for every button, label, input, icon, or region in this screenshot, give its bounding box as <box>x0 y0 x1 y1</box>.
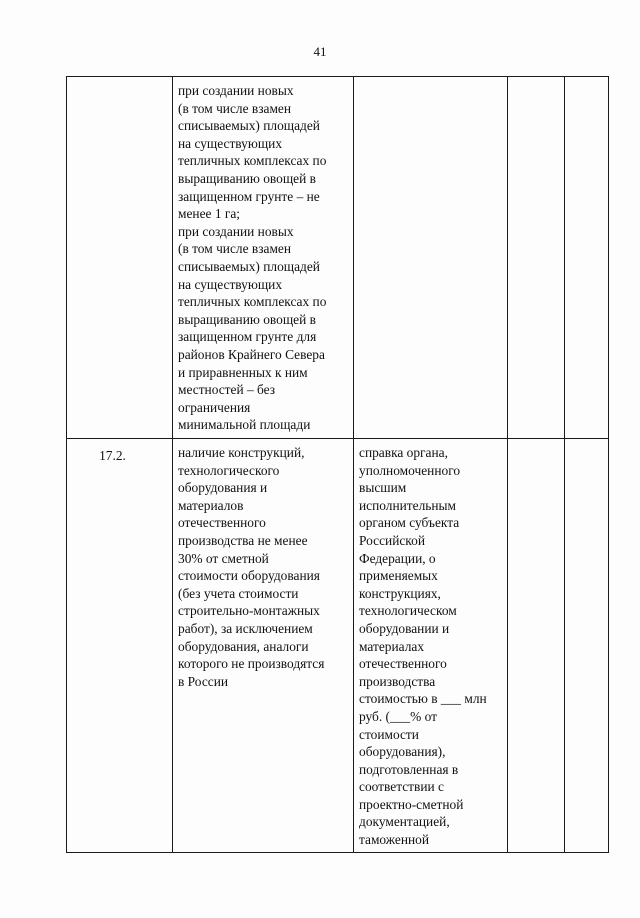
text-line: оборудования и <box>178 480 268 496</box>
text-line: (в том числе взамен <box>178 100 292 116</box>
text-line: исполнительным <box>359 497 457 513</box>
row-number-cell <box>67 439 173 853</box>
text-line: местностей – без <box>178 382 276 398</box>
text-line: производства <box>359 673 436 689</box>
table-row <box>67 439 609 853</box>
text-line: оборудования, аналоги <box>178 638 309 654</box>
row-number: 17.2. <box>99 448 126 463</box>
text-line: при создании новых <box>178 223 294 239</box>
text-line: 30% от сметной <box>178 550 269 566</box>
text-line: выращиванию овощей в <box>178 311 316 327</box>
text-line: Федерации, о <box>359 550 436 566</box>
criterion-text <box>173 77 353 434</box>
text-line: (без учета стоимости <box>178 585 299 601</box>
text-line: применяемых <box>359 568 438 584</box>
text-line: материалов <box>178 497 244 513</box>
text-line: Российской <box>359 532 425 548</box>
document-text <box>354 439 507 849</box>
document-cell <box>354 77 508 439</box>
text-line: руб. (___% от <box>359 708 437 724</box>
text-line: материалах <box>359 638 425 654</box>
text-line: тепличных комплексах по <box>178 153 327 169</box>
text-line: производства не менее <box>178 532 308 548</box>
text-line: конструкциях, <box>359 585 441 601</box>
text-line: органом субъекта <box>359 515 460 531</box>
empty-cell <box>565 77 609 439</box>
empty-cell <box>508 439 565 853</box>
text-line: отечественного <box>178 515 266 531</box>
text-line: оборудования), <box>359 744 446 760</box>
criterion-text <box>173 439 353 690</box>
document-cell <box>354 439 508 853</box>
table-row <box>67 77 609 439</box>
text-line: проектно-сметной <box>359 796 464 812</box>
text-line: (в том числе взамен <box>178 241 292 257</box>
text-line: защищенном грунте для <box>178 329 317 345</box>
text-line: которого не производятся <box>178 656 325 672</box>
text-line: защищенном грунте – не <box>178 188 320 204</box>
empty-cell <box>508 77 565 439</box>
text-line: технологического <box>178 462 280 478</box>
text-line: районов Крайнего Севера <box>178 346 325 362</box>
text-line: работ), за исключением <box>178 620 313 636</box>
criterion-cell <box>173 77 354 439</box>
row-number-cell <box>67 77 173 439</box>
text-line: выращиванию овощей в <box>178 170 316 186</box>
text-line: при создании новых <box>178 83 294 98</box>
text-line: наличие конструкций, <box>178 445 305 460</box>
text-line: справка органа, <box>359 445 448 460</box>
text-line: стоимости оборудования <box>178 568 320 584</box>
text-line: документацией, <box>359 814 450 830</box>
row-number <box>67 77 172 85</box>
text-line: уполномоченного <box>359 462 461 478</box>
text-line: высшим <box>359 480 407 496</box>
text-line: таможенной <box>359 832 430 848</box>
text-line: технологическом <box>359 603 457 619</box>
empty-cell <box>565 439 609 853</box>
text-line: соответствии с <box>359 779 444 795</box>
text-line: подготовленная в <box>359 761 459 777</box>
text-line: строительно-монтажных <box>178 603 320 619</box>
text-line: менее 1 га; <box>178 206 241 222</box>
text-line: в России <box>178 673 229 689</box>
text-line: ограничения <box>178 399 251 415</box>
text-line: отечественного <box>359 656 447 672</box>
page-number: 41 <box>313 44 327 59</box>
text-line: на существующих <box>178 276 283 292</box>
text-line: стоимостью в ___ млн <box>359 691 487 707</box>
text-line: и приравненных к ним <box>178 364 308 380</box>
text-line: списываемых) площадей <box>178 258 320 274</box>
requirements-table <box>66 76 609 853</box>
text-line: тепличных комплексах по <box>178 294 327 310</box>
text-line: на существующих <box>178 135 283 151</box>
text-line: оборудовании и <box>359 620 450 636</box>
criterion-cell <box>173 439 354 853</box>
text-line: списываемых) площадей <box>178 118 320 134</box>
text-line: минимальной площади <box>178 417 311 433</box>
text-line: стоимости <box>359 726 419 742</box>
document-text <box>354 77 507 82</box>
